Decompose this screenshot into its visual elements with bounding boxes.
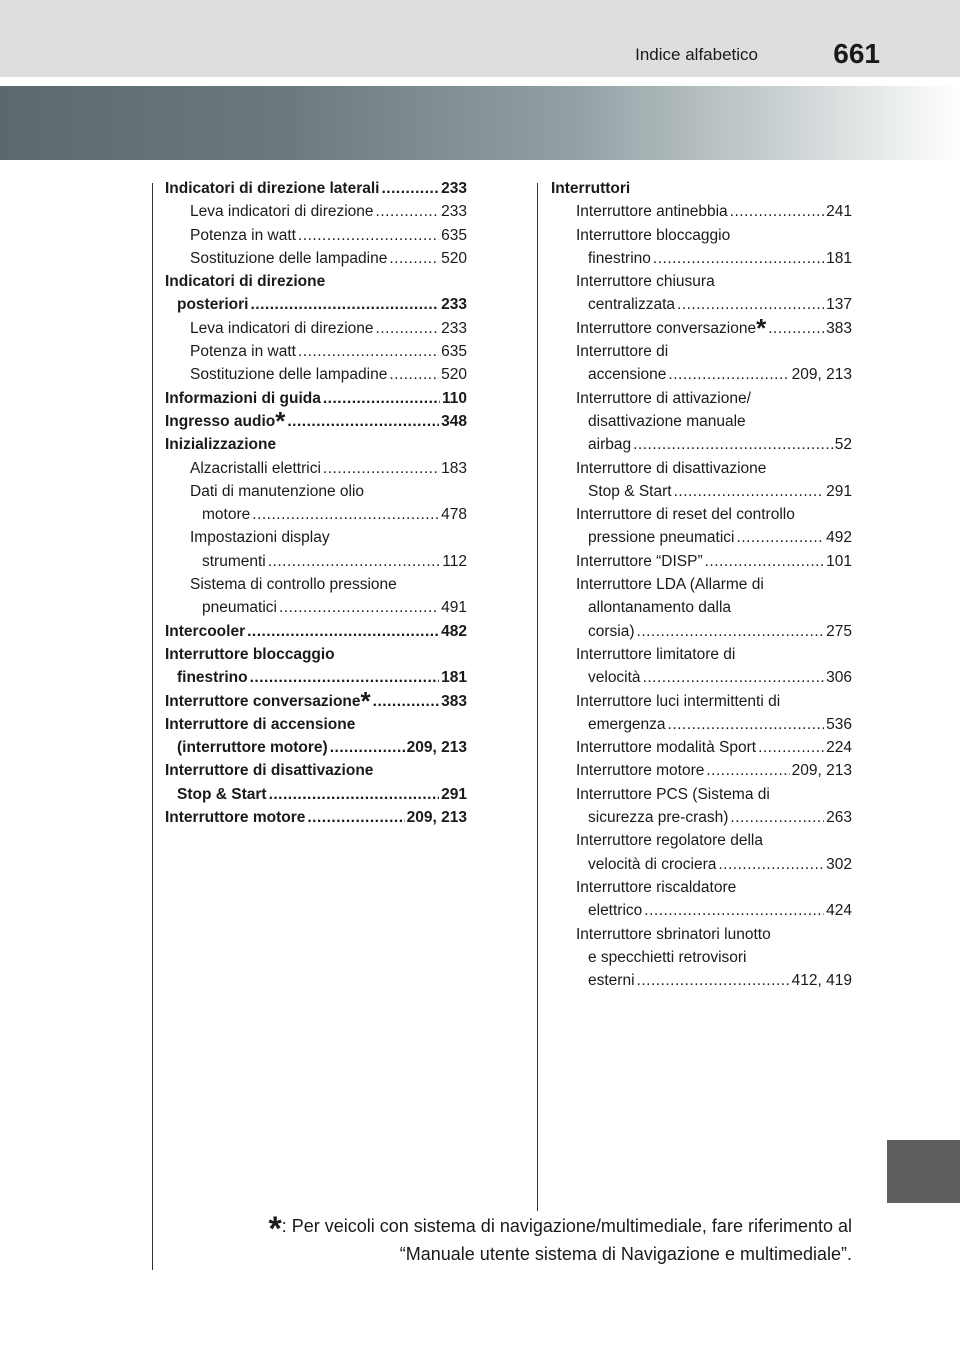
dot-leader [298, 340, 439, 363]
index-entry-text: e specchietti retrovisori [588, 948, 747, 966]
footnote-star: * [268, 1210, 282, 1248]
index-entry-text: Interruttore di [576, 343, 669, 361]
index-entry-text: corsia) [588, 622, 635, 640]
index-entry [551, 713, 852, 736]
index-entry-text: Interruttore PCS (Sistema di [576, 785, 770, 803]
index-entry-text: Dati di manutenzione olio [190, 482, 365, 500]
index-entry [551, 690, 852, 713]
index-page-ref: 52 [834, 436, 852, 454]
index-entry-text: Interruttore conversazione [576, 319, 757, 337]
index-entry [551, 969, 852, 992]
index-entry-text: Stop & Start [177, 785, 267, 803]
dot-leader [279, 596, 439, 619]
index-entry [551, 643, 852, 666]
index-entry-text: Informazioni di guida [165, 389, 321, 407]
index-entry-text: finestrino [177, 669, 248, 687]
dot-leader [644, 899, 824, 922]
index-entry-text: Interruttore antinebbia [576, 203, 728, 221]
index-page-ref: 110 [441, 389, 467, 407]
index-entry [551, 503, 852, 526]
index-page-ref: 348 [441, 412, 467, 430]
dot-leader [381, 177, 439, 200]
index-entry [165, 480, 467, 503]
dot-leader [287, 410, 439, 433]
index-entry [165, 806, 467, 829]
index-entry [551, 550, 852, 573]
index-entry [551, 759, 852, 782]
footnote-line-2: “Manuale utente sistema di Navigazione e multimediale”. [399, 1244, 852, 1264]
index-entry-text: Interruttore limitatore di [576, 645, 736, 663]
dot-leader [643, 666, 825, 689]
index-entry-text: pneumatici [202, 599, 277, 617]
index-entry [551, 433, 852, 456]
index-page-ref: 181 [826, 249, 852, 267]
index-entry-text: disattivazione manuale [588, 412, 746, 430]
index-entry [551, 946, 852, 969]
index-entry-text: emergenza [588, 715, 666, 733]
index-page-ref: 263 [826, 809, 852, 827]
index-entry-text: pressione pneumatici [588, 529, 735, 547]
index-entry [551, 340, 852, 363]
dot-leader [706, 759, 789, 782]
index-entry-text: Impostazioni display [190, 529, 330, 547]
index-entry [165, 177, 467, 200]
index-entry-text: Sostituzione delle lampadine [190, 366, 388, 384]
index-page-ref: 412, 419 [791, 972, 852, 990]
dot-leader [730, 200, 824, 223]
index-entry-text: sicurezza pre-crash) [588, 809, 729, 827]
dot-leader [768, 317, 824, 340]
index-entry-text: Interruttore motore [576, 762, 705, 780]
index-entry-text: Interruttore bloccaggio [165, 645, 335, 663]
index-page-ref: 306 [826, 669, 852, 687]
index-entry [551, 363, 852, 386]
index-page-ref: 112 [442, 552, 467, 570]
index-entry [165, 783, 467, 806]
index-entry [551, 736, 852, 759]
dot-leader [323, 457, 439, 480]
index-entry [551, 177, 852, 200]
index-entry-text: accensione [588, 366, 667, 384]
index-entry-text: velocità di crociera [588, 855, 717, 873]
dot-leader [269, 783, 440, 806]
section-banner [0, 86, 960, 160]
index-entry [165, 317, 467, 340]
index-entry [165, 293, 467, 316]
index-entry [551, 829, 852, 852]
index-entry [551, 526, 852, 549]
index-entry [551, 806, 852, 829]
index-page-ref: 233 [441, 180, 467, 197]
index-page-ref: 137 [826, 296, 852, 314]
index-entry [551, 596, 852, 619]
index-entry [165, 526, 467, 549]
index-entry [551, 666, 852, 689]
index-entry-text: Stop & Start [588, 482, 672, 500]
dot-leader [373, 690, 439, 713]
dot-leader [330, 736, 405, 759]
index-entry [165, 457, 467, 480]
index-entry [551, 573, 852, 596]
dot-leader [376, 200, 440, 223]
index-entry-text: Interruttore conversazione [165, 692, 361, 710]
index-entry-text: velocità [588, 669, 641, 687]
index-page-ref: 291 [826, 482, 852, 500]
index-page-ref: 383 [826, 319, 852, 337]
index-page-ref: 209, 213 [406, 739, 467, 757]
dot-leader [653, 247, 824, 270]
index-entry-text: Indicatori di direzione laterali [165, 180, 380, 197]
index-entry [551, 783, 852, 806]
index-page-ref: 520 [441, 366, 467, 384]
index-entry [165, 340, 467, 363]
index-page-ref: 209, 213 [791, 762, 852, 780]
index-page-ref: 181 [441, 669, 467, 687]
index-entry: Interruttore conversazione * ..... 383 [165, 690, 467, 713]
dot-leader [323, 387, 440, 410]
index-entry [551, 200, 852, 223]
dot-leader [677, 293, 824, 316]
index-page-ref: 241 [826, 203, 852, 221]
index-entry-text: Sostituzione delle lampadine [190, 249, 388, 267]
index-entry [551, 293, 852, 316]
chapter-tab [887, 1140, 960, 1203]
dot-leader [298, 224, 439, 247]
index-entry [551, 247, 852, 270]
dot-leader [389, 247, 439, 270]
dot-leader [250, 293, 439, 316]
dot-leader [252, 503, 439, 526]
index-entry: Interruttore conversazione * ..... 383 [551, 317, 852, 340]
index-entry-text: Interruttore di reset del controllo [576, 506, 795, 524]
page-number: 661 [833, 38, 880, 69]
index-page-ref: 482 [441, 622, 467, 640]
index-entry-text: (interruttore motore) [177, 739, 328, 757]
index-entry [165, 503, 467, 526]
dot-leader [307, 806, 404, 829]
index-entry-text: motore [202, 506, 251, 524]
index-entry [551, 270, 852, 293]
index-page-ref: 536 [826, 715, 852, 733]
index-entry-text: Potenza in watt [190, 343, 296, 361]
index-entry-text: Leva indicatori di direzione [190, 319, 374, 337]
index-entry-text: allontanamento dalla [588, 599, 732, 617]
dot-leader [389, 363, 439, 386]
index-entry-text: Interruttore motore [165, 809, 306, 827]
index-entry-text: Ingresso audio [165, 412, 276, 430]
dot-leader [674, 480, 825, 503]
dot-leader [637, 969, 790, 992]
dot-leader [718, 853, 824, 876]
index-page-ref: 291 [441, 785, 467, 803]
index-entry [551, 853, 852, 876]
footnote-line-1: : Per veicoli con sistema di navigazione/multimediale, fare riferimento al [281, 1216, 852, 1236]
index-entry [165, 620, 467, 643]
index-page-ref: 302 [826, 855, 852, 873]
index-entry-text: strumenti [202, 552, 266, 570]
footnote [232, 1207, 852, 1268]
index-entry [165, 573, 467, 596]
index-entry-text: Interruttore riscaldatore [576, 878, 737, 896]
index-page-ref: 209, 213 [406, 809, 467, 827]
index-page-ref: 383 [441, 692, 467, 710]
index-page-ref: 520 [441, 249, 467, 267]
index-entry-text: Interruttore di accensione [165, 715, 356, 733]
index-entry-text: Intercooler [165, 622, 246, 640]
index-entry [165, 550, 467, 573]
index-entry-text: esterni [588, 972, 635, 990]
index-entry [551, 620, 852, 643]
index-entry [165, 387, 467, 410]
dot-leader [758, 736, 824, 759]
index-entry-text: Interruttore regolatore della [576, 832, 763, 850]
index-entry [551, 224, 852, 247]
index-entry [165, 433, 467, 456]
index-entry-text: Potenza in watt [190, 226, 296, 244]
index-entry [551, 923, 852, 946]
index-column-right [551, 177, 852, 992]
index-entry [551, 387, 852, 410]
page-header-title: Indice alfabetico [635, 45, 758, 64]
dot-leader [633, 433, 833, 456]
index-entry-text: Sistema di controllo pressione [190, 576, 397, 594]
dot-leader [268, 550, 441, 573]
header-band [0, 0, 960, 77]
index-entry [165, 200, 467, 223]
index-entry-text: Interruttore luci intermittenti di [576, 692, 781, 710]
index-entry-text: Interruttore chiusura [576, 273, 715, 291]
dot-leader [736, 526, 824, 549]
dot-leader [376, 317, 440, 340]
index-entry-text: Interruttore di disattivazione [165, 762, 374, 780]
index-entry-text: airbag [588, 436, 632, 454]
dot-leader [668, 363, 789, 386]
index-page-ref: 424 [826, 902, 852, 920]
index-page-ref: 183 [441, 459, 467, 477]
index-page-ref: 491 [441, 599, 467, 617]
index-column-left [165, 177, 467, 829]
index-page-ref: 224 [826, 739, 852, 757]
column-divider [537, 183, 538, 1211]
index-entry [551, 457, 852, 480]
index-entry [165, 666, 467, 689]
index-entry-text: Interruttore bloccaggio [576, 226, 731, 244]
dot-leader [637, 620, 825, 643]
index-entry [551, 876, 852, 899]
index-page-ref: 478 [441, 506, 467, 524]
index-page-ref: 275 [826, 622, 852, 640]
index-entry-text: Interruttore LDA (Allarme di [576, 576, 764, 594]
dot-leader [705, 550, 825, 573]
index-page-ref: 492 [826, 529, 852, 547]
index-entry-text: posteriori [177, 296, 249, 314]
index-entry [165, 736, 467, 759]
index-entry [165, 224, 467, 247]
index-entry-text: finestrino [588, 249, 651, 267]
index-entry-text: Interruttore modalità Sport [576, 739, 757, 757]
index-entry: Ingresso audio * ..... 348 [165, 410, 467, 433]
index-entry-text: Indicatori di direzione [165, 273, 326, 291]
index-entry-text: centralizzata [588, 296, 676, 314]
index-entry [165, 247, 467, 270]
index-entry [165, 759, 467, 782]
index-entry [165, 596, 467, 619]
index-entry [165, 270, 467, 293]
index-page-ref: 635 [441, 343, 467, 361]
index-entry-text: Interruttore sbrinatori lunotto [576, 925, 771, 943]
index-entry [165, 363, 467, 386]
index-entry [165, 713, 467, 736]
index-entry-text: Interruttore di disattivazione [576, 459, 767, 477]
index-page-ref: 635 [441, 226, 467, 244]
index-page-ref: 233 [441, 203, 467, 221]
left-margin-line [152, 183, 153, 1270]
index-page-ref: 101 [826, 552, 852, 570]
index-page-ref: 233 [441, 296, 467, 314]
index-entry-text: Inizializzazione [165, 436, 277, 454]
dot-leader [730, 806, 824, 829]
index-entry-text: Leva indicatori di direzione [190, 203, 374, 221]
index-entry-text: Interruttori [551, 180, 631, 197]
index-page-ref: 209, 213 [791, 366, 852, 384]
dot-leader [250, 666, 440, 689]
index-entry [551, 480, 852, 503]
index-entry-text: Interruttore “DISP” [576, 552, 703, 570]
index-entry-text: elettrico [588, 902, 643, 920]
dot-leader [247, 620, 439, 643]
index-page-ref: 233 [441, 319, 467, 337]
dot-leader [668, 713, 825, 736]
index-entry-text: Alzacristalli elettrici [190, 459, 321, 477]
index-entry [551, 899, 852, 922]
index-entry-text: Interruttore di attivazione/ [576, 389, 751, 407]
index-entry [165, 643, 467, 666]
index-entry [551, 410, 852, 433]
